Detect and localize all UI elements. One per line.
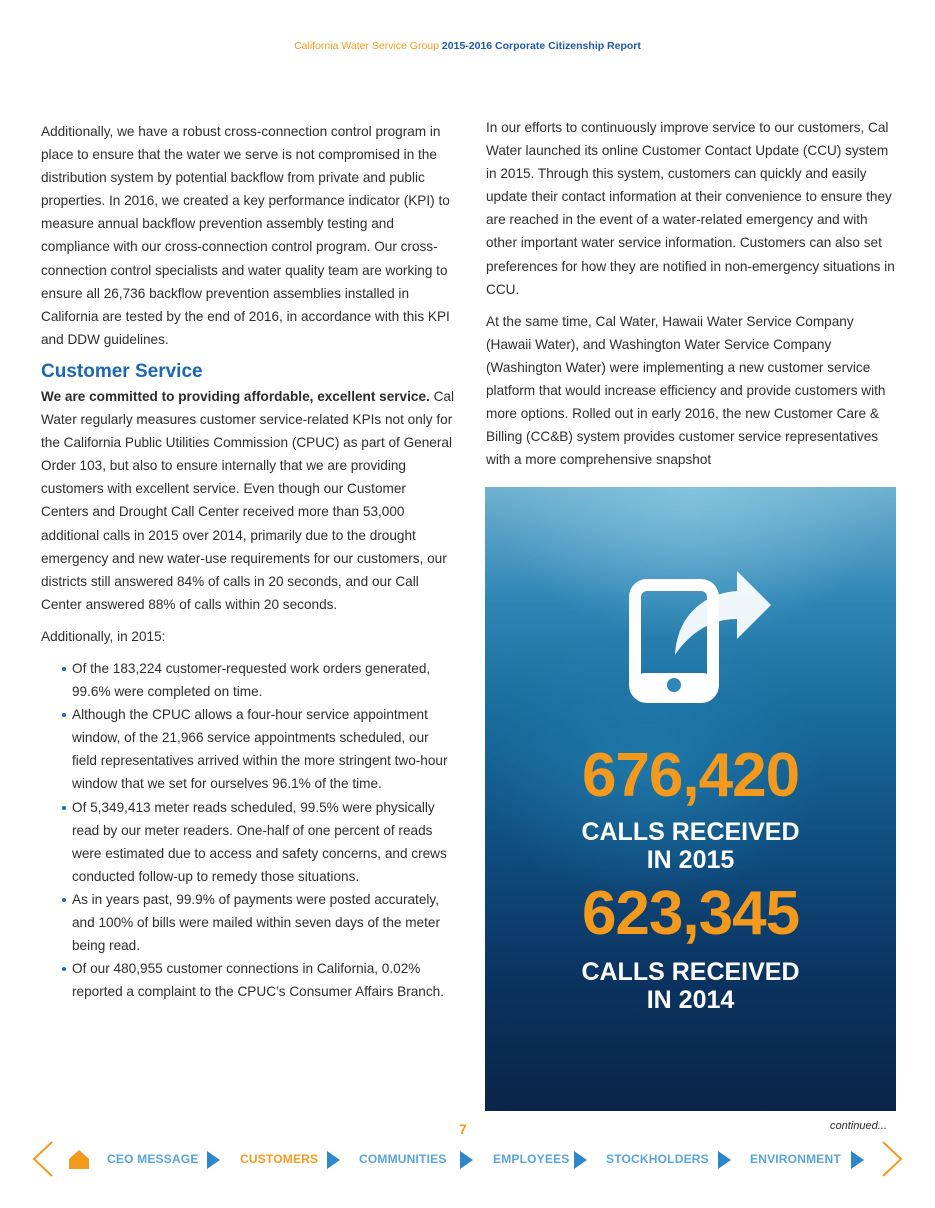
ccu-paragraph: In our efforts to continuously improve service to our customers, Cal Water launched its online Customer Contact Update (CCU) system in 2015. Through this system, customers can quickly and easily update their contact information at their convenience to ensure they are reached in the event of a water-related emergency and with other important water service information. Customers can also set preferences for how they are notified in non-emergency situations in CCU.: [486, 120, 895, 297]
ccb-paragraph: At the same time, Cal Water, Hawaii Water Service Company (Hawaii Water), and Washington Water Service Company (Washington Water) were implementing a new customer service platform that would increase efficiency and provide customers with more options. Rolled out in early 2016, the new Customer Care & Billing (CC&B) system provides customer service representatives with a more comprehensive snapshot: [486, 313, 886, 468]
stat-2014-label-line2: IN 2014: [646, 986, 735, 1014]
nav-arrow-icon: [460, 1151, 473, 1169]
nav-arrow-icon: [851, 1151, 864, 1169]
additionally-paragraph: Additionally, in 2015:: [41, 628, 166, 644]
nav-communities[interactable]: COMMUNITIES: [359, 1152, 447, 1166]
lead-sentence: We are committed to providing affordable, excellent service.: [41, 388, 430, 404]
stat-2015-label-line2: IN 2015: [646, 846, 735, 874]
nav-arrow-icon: [207, 1151, 220, 1169]
stats-bullet-list: [41, 657, 455, 1003]
nav-customers[interactable]: CUSTOMERS: [240, 1152, 319, 1166]
running-header: [0, 40, 935, 52]
customer-service-paragraph: [41, 385, 455, 616]
nav-arrow-icon: [718, 1151, 731, 1169]
list-item: Of our 480,955 customer connections in California, 0.02% reported a complaint to the CPUC’s Consumer Affairs Branch.: [72, 957, 455, 1003]
previous-page-arrow-icon[interactable]: [32, 1140, 54, 1178]
stat-2014-label: [485, 958, 896, 1014]
nav-ceo-message[interactable]: CEO MESSAGE: [107, 1152, 199, 1166]
stat-2015-label-line1: CALLS RECEIVED: [581, 818, 800, 846]
nav-employees[interactable]: EMPLOYEES: [493, 1152, 570, 1166]
footer-navigation: [0, 1140, 935, 1180]
list-item: Although the CPUC allows a four-hour service appointment window, of the 21,966 service appointments scheduled, our field representatives arrived within the more stringent two-hour window that we set for ourselves 96.1% of the time.: [72, 703, 455, 795]
section-title: Customer Service: [41, 360, 203, 382]
next-page-arrow-icon[interactable]: [881, 1140, 903, 1178]
nav-arrow-icon: [327, 1151, 340, 1169]
continued-note: continued...: [830, 1120, 887, 1132]
header-org: California Water Service Group: [294, 40, 439, 52]
page-number: 7: [459, 1121, 467, 1137]
nav-stockholders[interactable]: STOCKHOLDERS: [606, 1152, 709, 1166]
stat-2015-label: [485, 818, 896, 874]
list-item: Of the 183,224 customer-requested work orders generated, 99.6% were completed on time.: [72, 657, 455, 703]
cross-connection-paragraph: Additionally, we have a robust cross-connection control program in place to ensure that the water we serve is not compromised in the distribution system by potential backflow from private and public properties. In 2016, we created a key performance indicator (KPI) to measure annual backflow prevention assembly testing and compliance with our cross-connection control program. Our cross-connection control specialists and water quality team are working to ensure all 26,736 backflow prevention assemblies installed in California are tested by the end of 2016, in accordance with this KPI and DDW guidelines.: [41, 124, 450, 347]
right-column: [486, 116, 898, 480]
nav-environment[interactable]: ENVIRONMENT: [750, 1152, 841, 1166]
nav-arrow-icon: [574, 1151, 587, 1169]
list-item: Of 5,349,413 meter reads scheduled, 99.5% were physically read by our meter readers. One-half of one percent of reads were estimated due to access and safety concerns, and crews conducted follow-up to remedy those situations.: [72, 796, 455, 888]
home-icon[interactable]: [68, 1148, 90, 1170]
stat-2015-value: 676,420: [581, 741, 800, 810]
left-column: [41, 120, 455, 1003]
header-report-title: 2015-2016 Corporate Citizenship Report: [441, 40, 641, 52]
calls-infographic: [485, 487, 896, 1111]
phone-share-icon: [625, 555, 775, 705]
customer-service-body: Cal Water regularly measures customer service-related KPIs not only for the California Public Utilities Commission (CPUC) as part of General Order 103, but also to ensure internally that we are providing customers with excellent service. Even though our Customer Centers and Drought Call Center received more than 53,000 additional calls in 2015 over 2014, primarily due to the drought emergency and new water-use requirements for our customers, our districts still answered 84% of calls in 20 seconds, and our Call Center answered 88% of calls within 20 seconds.: [41, 388, 454, 612]
list-item: As in years past, 99.9% of payments were posted accurately, and 100% of bills were mailed within seven days of the meter being read.: [72, 888, 455, 957]
stat-2014-value: 623,345: [581, 879, 800, 948]
stat-2014-label-line1: CALLS RECEIVED: [581, 958, 800, 986]
